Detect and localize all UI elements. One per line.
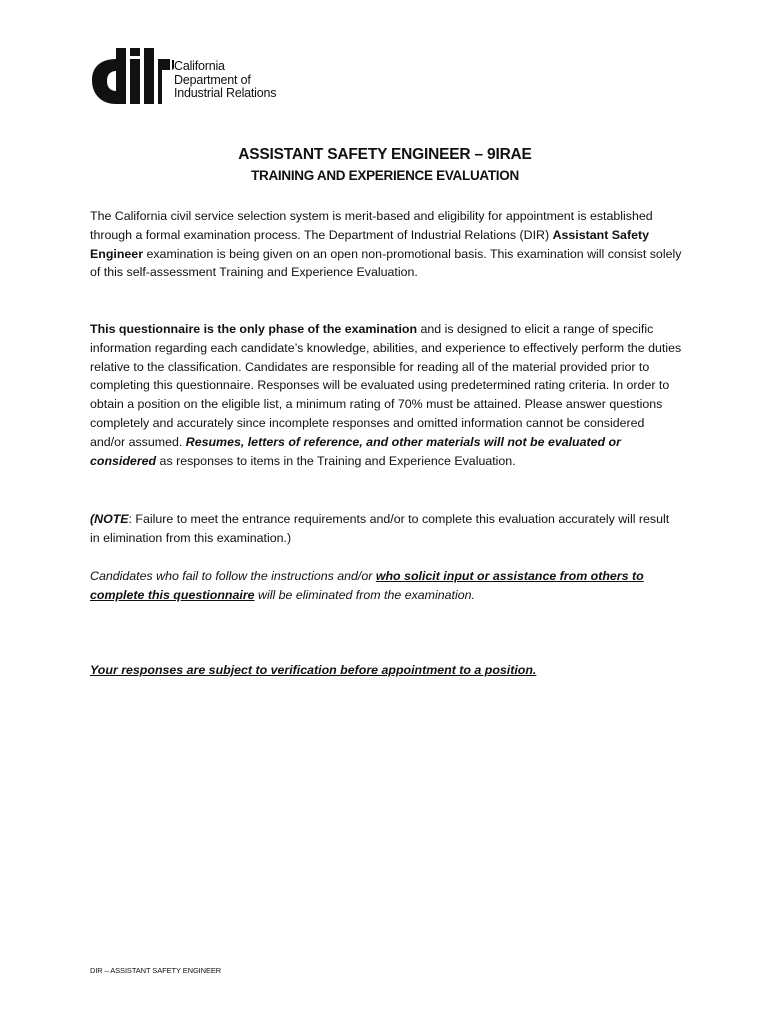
questionnaire-paragraph [90, 320, 682, 470]
materials-warning: Resumes, letters of reference, and other materials will not be evaluated or considered [90, 434, 621, 468]
instructions-text-1: Candidates who fail to follow the instructions and/or [90, 569, 376, 583]
document-subtitle: TRAINING AND EXPERIENCE EVALUATION [251, 168, 519, 183]
note-text: : Failure to meet the entrance requirements and/or to complete this evaluation accurately will result in elimination from this examination.) [90, 512, 670, 545]
dir-logo [90, 46, 290, 108]
intro-text-2: examination is being given on an open non-promotional basis. This examination will consist solely of this self-assessment Training and Experience Evaluation. [90, 246, 682, 280]
questionnaire-text-2: as responses to items in the Training and Experience Evaluation. [156, 453, 516, 468]
verification-notice: Your responses are subject to verification before appointment to a position. [90, 663, 537, 677]
note-paragraph [90, 510, 682, 548]
intro-paragraph [90, 207, 682, 282]
note-label: (NOTE [90, 512, 129, 526]
instructions-paragraph [90, 567, 682, 605]
exam-name: Assistant Safety Engineer [90, 227, 649, 261]
questionnaire-text-1: and is designed to elicit a range of specific information regarding each candidate’s knowledge, abilities, and experience to effectively perform the duties relative to the classification. Candidates are responsible for reading all of the material provided prior to completing this questionnaire. Responses will be evaluated using predetermined rating criteria. In order to obtain a position on the eligible list, a minimum rating of 70% must be attained. Please answer questions completely and accurately since incomplete responses and omitted information cannot be considered and/or assumed. [90, 322, 682, 449]
logo-line-3: Industrial Relations [174, 86, 277, 100]
dir-logo-mark [90, 46, 174, 108]
logo-line-1: California [174, 59, 225, 73]
questionnaire-emphasis: This questionnaire is the only phase of the examination [90, 322, 418, 336]
complete-questionnaire-warning: complete this questionnaire [90, 587, 255, 602]
intro-text-1: The California civil service selection system is merit-based and eligibility for appointment is established through a formal examination process. The Department of Industrial Relations (DIR) [90, 209, 653, 242]
logo-text [174, 60, 276, 101]
instructions-text-2: will be eliminated from the examination. [254, 587, 475, 602]
page-footer: DIR – ASSISTANT SAFETY ENGINEER [90, 966, 222, 975]
document-title: ASSISTANT SAFETY ENGINEER – 9IRAE [238, 146, 532, 163]
logo-line-2: Department of [174, 72, 251, 87]
solicit-warning: who solicit input or assistance from others to [375, 569, 644, 583]
